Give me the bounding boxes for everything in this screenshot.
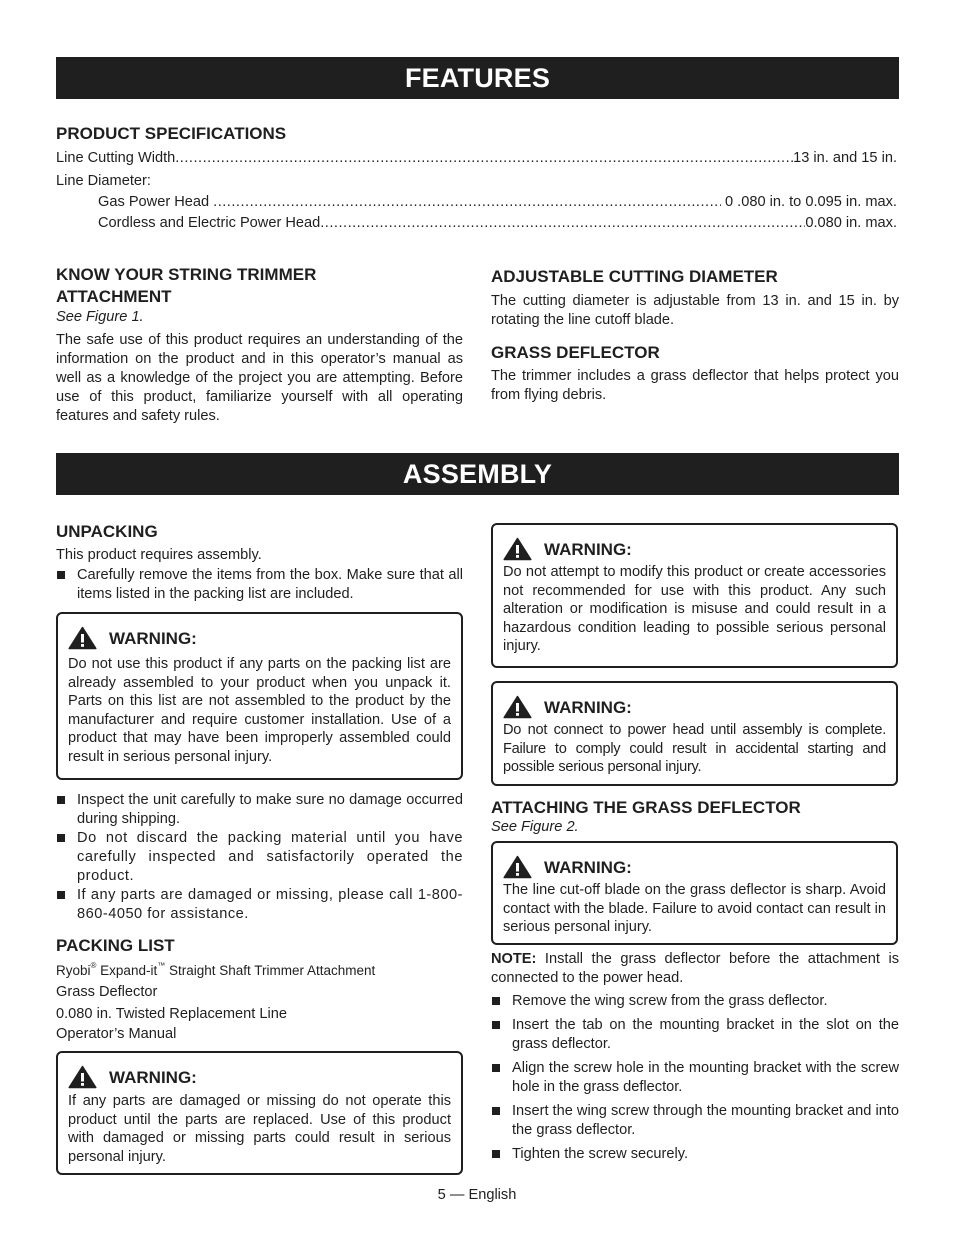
list-item: Align the screw hole in the mounting bracket with the screw hole in the grass deflector. [491,1059,899,1097]
list-item: Insert the tab on the mounting bracket in the slot on the grass deflector. [491,1016,899,1054]
spec-line-diameter-label: Line Diameter: [56,173,151,189]
warning-title: WARNING: [544,539,632,559]
unpacking-bullets [56,566,463,604]
warning-header [503,695,886,719]
leader-dots [320,214,805,233]
adjustable-cutting-body: The cutting diameter is adjustable from 13 in. and 15 in. by rotating the line cutoff blade. [491,293,899,328]
square-bullet-icon [492,1021,500,1029]
warning-title: WARNING: [544,697,632,717]
grass-deflector-body: The trimmer includes a grass deflector that helps protect you from flying debris. [491,368,899,403]
list-item: Carefully remove the items from the box. Make sure that all items listed in the packing list are included. [56,566,463,604]
warning-box-missing-parts [56,1051,463,1175]
square-bullet-icon [492,1107,500,1115]
spec-value: 0.080 in. max. [805,215,897,231]
features-banner: FEATURES [56,57,899,99]
packing-list-item: 0.080 in. Twisted Replacement Line [56,1006,287,1022]
square-bullet-icon [492,1064,500,1072]
warning-body: If any parts are damaged or missing do not operate this product until the parts are replaced. Use of this product with damaged or missing parts could result in serious personal injury. [68,1093,451,1165]
list-item: If any parts are damaged or missing, please call 1-800-860-4050 for assistance. [56,886,463,924]
packing-list-item: Grass Deflector [56,984,158,1000]
leader-dots [209,193,721,212]
square-bullet-icon [492,997,500,1005]
adjustable-cutting-heading: ADJUSTABLE CUTTING DIAMETER [491,267,778,286]
list-item: Insert the wing screw through the mounting bracket and into the grass deflector. [491,1102,899,1140]
page-footer: 5 — English [437,1187,517,1203]
warning-title: WARNING: [109,1067,197,1087]
unpacking-intro: This product requires assembly. [56,547,262,563]
warning-triangle-icon [503,855,532,879]
warning-header [68,1065,451,1089]
square-bullet-icon [57,571,65,579]
warning-header [503,537,886,561]
spec-label: Cordless and Electric Power Head [98,215,321,231]
warning-body: The line cut-off blade on the grass deflector is sharp. Avoid contact with the blade. Failure to avoid contact can result in serious personal injury. [503,882,886,936]
list-item: Inspect the unit carefully to make sure no damage occurred during shipping. [56,791,463,829]
spec-line-cutting-width [56,149,897,168]
unpacking-bullets-2 [56,791,463,924]
spec-label: Gas Power Head [98,194,210,210]
warning-box-power-head [491,681,898,786]
warning-triangle-icon [503,537,532,561]
warning-box-sharp-blade [491,841,898,945]
know-trimmer-body: The safe use of this product requires an understanding of the information on the product and in this operator’s manual as well as a knowledge of the project you are attempting. Before use of this product, familiarize yourself with all operating features and safety rules. [56,332,463,424]
packing-list-item: Operator’s Manual [56,1026,177,1042]
warning-body: Do not use this product if any parts on the packing list are already assembled to your product when you unpack it. Parts on this list are not assembled to the product by the manufacturer and require customer installation. Use of a product that may have been improperly assembled could result in serious personal injury. [68,656,451,765]
packing-list-item: Ryobi® Expand-it™ Straight Shaft Trimmer Attachment [56,961,376,978]
unpacking-heading: UNPACKING [56,522,158,541]
list-item: Remove the wing screw from the grass deflector. [491,992,899,1011]
warning-triangle-icon [68,1065,97,1089]
spec-gas-power-head [98,193,897,212]
warning-header [503,855,886,879]
square-bullet-icon [57,834,65,842]
warning-box-packing-list [56,612,463,780]
square-bullet-icon [57,796,65,804]
square-bullet-icon [492,1150,500,1158]
know-trimmer-heading-line2: ATTACHMENT [56,287,172,306]
note-paragraph [491,950,899,988]
spec-value: 13 in. and 15 in. [793,150,897,166]
know-trimmer-heading-line1: KNOW YOUR STRING TRIMMER [56,265,317,284]
warning-triangle-icon [503,695,532,719]
warning-body: Do not connect to power head until assembly is complete. Failure to comply could result in accidental starting and possible serious personal injury. [503,722,886,776]
grass-deflector-heading: GRASS DEFLECTOR [491,343,660,362]
assembly-banner: ASSEMBLY [56,453,899,495]
spec-value: 0 .080 in. to 0.095 in. max. [725,194,897,210]
warning-title: WARNING: [109,628,197,648]
attaching-deflector-heading: ATTACHING THE GRASS DEFLECTOR [491,798,801,817]
list-item: Do not discard the packing material until you have carefully inspected and satisfactorily operated the product. [56,829,463,886]
note-body: Install the grass deflector before the attachment is connected to the power head. [491,951,899,986]
spec-label: Line Cutting Width [56,150,176,166]
product-specifications-heading: PRODUCT SPECIFICATIONS [56,124,287,143]
list-item: Tighten the screw securely. [491,1145,899,1164]
warning-title: WARNING: [544,857,632,877]
warning-header [68,626,451,650]
square-bullet-icon [57,891,65,899]
warning-box-modify [491,523,898,668]
see-figure-2: See Figure 2. [491,819,579,835]
spec-cordless-power-head [98,214,897,233]
warning-body: Do not attempt to modify this product or create accessories not recommended for use with this product. Any such alteration or modification is misuse and could result in a hazardous condition leading to possible serious personal injury. [503,564,886,655]
see-figure-1: See Figure 1. [56,309,144,325]
note-label: NOTE: [491,951,537,967]
attaching-steps [491,992,899,1164]
packing-list-heading: PACKING LIST [56,936,175,955]
leader-dots [175,149,793,168]
warning-triangle-icon [68,626,97,650]
